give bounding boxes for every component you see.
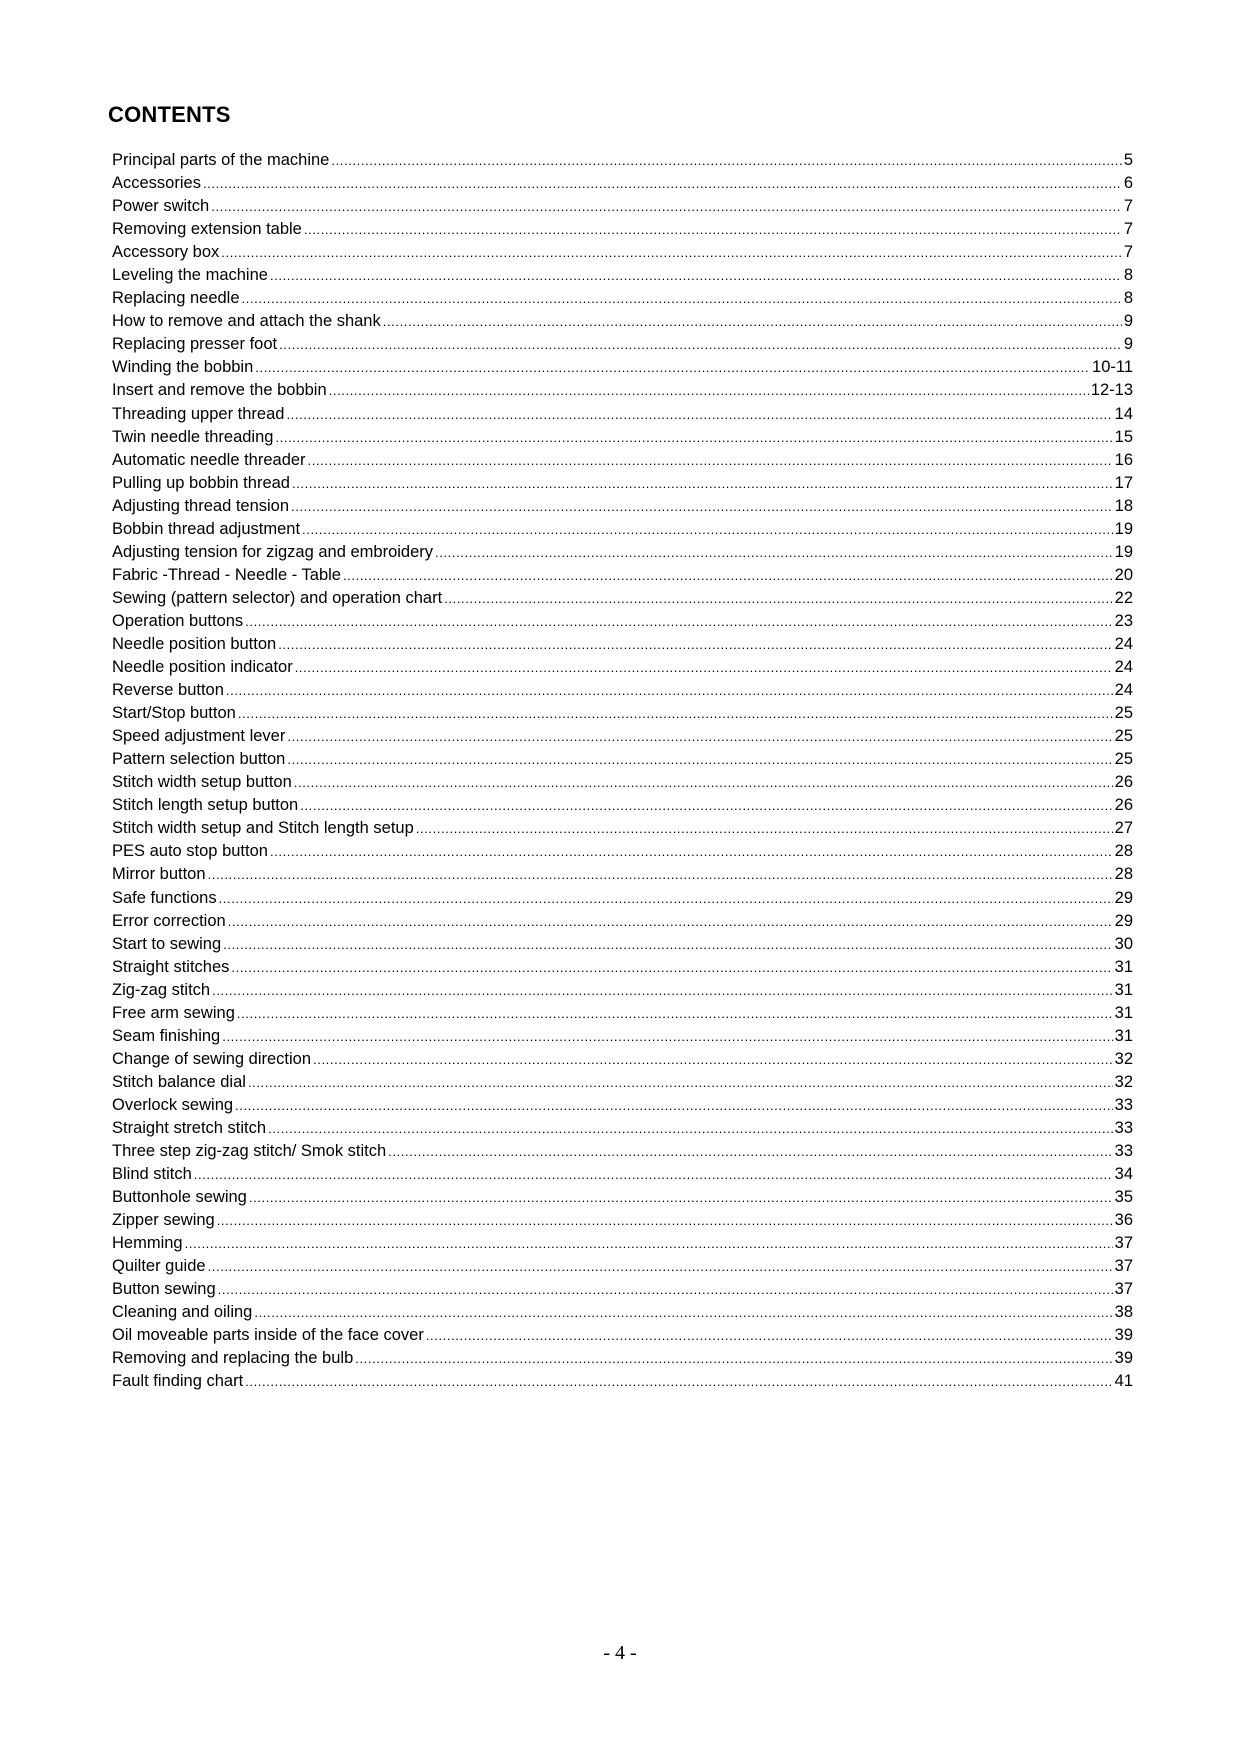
dot-leader	[426, 1324, 1113, 1347]
toc-entry	[112, 1163, 1133, 1186]
toc-entry-label: Winding the bobbin	[112, 358, 254, 377]
toc-entry-label: Needle position indicator	[112, 658, 293, 677]
toc-entry	[112, 1071, 1133, 1094]
dot-leader	[212, 979, 1113, 1002]
toc-entry-page: 9	[1123, 312, 1133, 331]
dot-leader	[231, 956, 1112, 979]
toc-entry	[112, 1048, 1133, 1071]
toc-entry	[112, 1025, 1133, 1048]
dot-leader	[270, 840, 1113, 863]
dot-leader	[238, 702, 1113, 725]
toc-entry	[112, 264, 1133, 287]
toc-entry	[112, 379, 1133, 402]
toc-entry	[112, 1186, 1133, 1209]
toc-entry-page: 16	[1114, 450, 1133, 469]
toc-entry-page: 36	[1114, 1211, 1133, 1230]
toc-entry-label: Automatic needle threader	[112, 450, 306, 469]
dot-leader	[388, 1140, 1112, 1163]
dot-leader	[228, 910, 1113, 933]
toc-entry	[112, 564, 1133, 587]
dot-leader	[416, 817, 1113, 840]
toc-entry	[112, 356, 1133, 379]
toc-entry-label: Leveling the machine	[112, 266, 268, 285]
toc-entry	[112, 910, 1133, 933]
toc-entry	[112, 472, 1133, 495]
toc-entry-page: 31	[1114, 1026, 1133, 1045]
toc-entry	[112, 1209, 1133, 1232]
toc-entry-page: 24	[1114, 681, 1133, 700]
toc-entry	[112, 333, 1133, 356]
toc-entry-label: Blind stitch	[112, 1165, 192, 1184]
toc-entry-label: Sewing (pattern selector) and operation chart	[112, 588, 443, 607]
toc-entry-label: Bobbin thread adjustment	[112, 519, 301, 538]
dot-leader	[222, 1025, 1112, 1048]
toc-entry-page: 28	[1114, 842, 1133, 861]
dot-leader	[208, 863, 1113, 886]
dot-leader	[343, 564, 1113, 587]
dot-leader	[292, 472, 1113, 495]
toc-entry-label: Fault finding chart	[112, 1372, 244, 1391]
toc-entry-page: 25	[1114, 750, 1133, 769]
toc-entry-page: 33	[1114, 1095, 1133, 1114]
dot-leader	[219, 887, 1113, 910]
toc-entry-label: Safe functions	[112, 888, 217, 907]
dot-leader	[291, 495, 1113, 518]
toc-entry	[112, 1347, 1133, 1370]
toc-entry	[112, 979, 1133, 1002]
toc-entry-label: Seam finishing	[112, 1026, 221, 1045]
toc-entry	[112, 863, 1133, 886]
toc-entry-label: Accessory box	[112, 243, 220, 262]
dot-leader	[355, 1347, 1112, 1370]
dot-leader	[235, 1094, 1113, 1117]
toc-entry-page: 24	[1114, 634, 1133, 653]
toc-entry-label: PES auto stop button	[112, 842, 268, 861]
toc-entry-page: 22	[1114, 588, 1133, 607]
toc-entry-label: Free arm sewing	[112, 1003, 235, 1022]
toc-entry	[112, 840, 1133, 863]
toc-entry-page: 17	[1114, 473, 1133, 492]
dot-leader	[249, 1186, 1113, 1209]
toc-entry-page: 34	[1114, 1165, 1133, 1184]
toc-entry-page: 15	[1114, 427, 1133, 446]
dot-leader	[248, 1071, 1113, 1094]
toc-entry-label: Zipper sewing	[112, 1211, 215, 1230]
toc-entry	[112, 1140, 1133, 1163]
toc-entry	[112, 633, 1133, 656]
toc-entry-page: 38	[1114, 1303, 1133, 1322]
toc-entry-label: Replacing needle	[112, 289, 240, 308]
toc-entry-page: 37	[1114, 1234, 1133, 1253]
toc-entry	[112, 518, 1133, 541]
toc-entry	[112, 195, 1133, 218]
toc-entry-label: Button sewing	[112, 1280, 216, 1299]
toc-entry-label: Start/Stop button	[112, 704, 236, 723]
toc-entry-label: Insert and remove the bobbin	[112, 381, 327, 400]
toc-entry-page: 33	[1114, 1142, 1133, 1161]
toc-entry-label: Stitch balance dial	[112, 1072, 246, 1091]
toc-entry	[112, 679, 1133, 702]
page-number: - 4 -	[603, 1642, 637, 1664]
toc-entry	[112, 449, 1133, 472]
toc-entry	[112, 403, 1133, 426]
toc-entry	[112, 656, 1133, 679]
dot-leader	[278, 633, 1112, 656]
dot-leader	[383, 310, 1122, 333]
toc-entry-page: 25	[1114, 727, 1133, 746]
toc-entry	[112, 794, 1133, 817]
dot-leader	[313, 1048, 1113, 1071]
toc-entry	[112, 1255, 1133, 1278]
toc-entry-page: 19	[1114, 519, 1133, 538]
dot-leader	[245, 1370, 1112, 1393]
toc-entry-page: 26	[1114, 773, 1133, 792]
toc-entry-page: 37	[1114, 1257, 1133, 1276]
dot-leader	[279, 333, 1122, 356]
dot-leader	[242, 287, 1122, 310]
toc-entry-page: 35	[1114, 1188, 1133, 1207]
toc-entry-page: 41	[1114, 1372, 1133, 1391]
toc-entry-page: 19	[1114, 542, 1133, 561]
toc-entry-page: 39	[1114, 1349, 1133, 1368]
dot-leader	[435, 541, 1113, 564]
toc-entry	[112, 1278, 1133, 1301]
toc-entry-label: Stitch width setup and Stitch length setup	[112, 819, 414, 838]
dot-leader	[185, 1232, 1113, 1255]
toc-entry	[112, 1094, 1133, 1117]
dot-leader	[275, 426, 1112, 449]
toc-entry	[112, 956, 1133, 979]
toc-entry-page: 7	[1123, 197, 1133, 216]
toc-entry-page: 18	[1114, 496, 1133, 515]
toc-entry-page: 31	[1114, 1003, 1133, 1022]
dot-leader	[218, 1278, 1113, 1301]
toc-entry-label: Buttonhole sewing	[112, 1188, 247, 1207]
toc-entry	[112, 172, 1133, 195]
toc-entry-label: Adjusting tension for zigzag and embroidery	[112, 542, 434, 561]
toc-entry	[112, 1324, 1133, 1347]
toc-entry-label: Straight stretch stitch	[112, 1118, 267, 1137]
dot-leader	[211, 195, 1122, 218]
toc-entry	[112, 817, 1133, 840]
toc-entry-page: 14	[1114, 404, 1133, 423]
toc-entry-page: 32	[1114, 1072, 1133, 1091]
dot-leader	[203, 172, 1122, 195]
toc-entry	[112, 1117, 1133, 1140]
toc-entry-page: 7	[1123, 243, 1133, 262]
toc-entry	[112, 610, 1133, 633]
toc-entry-label: Threading upper thread	[112, 404, 285, 423]
toc-entry	[112, 310, 1133, 333]
dot-leader	[329, 379, 1089, 402]
toc-entry-label: Principal parts of the machine	[112, 151, 330, 169]
dot-leader	[287, 748, 1112, 771]
toc-entry-label: Accessories	[112, 174, 201, 193]
toc-entry	[112, 1370, 1133, 1393]
toc-entry-page: 29	[1114, 888, 1133, 907]
toc-entry-page: 28	[1114, 865, 1133, 884]
toc-entry-label: Cleaning and oiling	[112, 1303, 253, 1322]
toc-entry-label: Stitch length setup button	[112, 796, 299, 815]
toc-entry-page: 31	[1114, 957, 1133, 976]
toc-entry-page: 29	[1114, 911, 1133, 930]
toc-entry-label: Oil moveable parts inside of the face cover	[112, 1326, 424, 1345]
dot-leader	[217, 1209, 1113, 1232]
toc-entry	[112, 587, 1133, 610]
toc-entry	[112, 771, 1133, 794]
toc-entry	[112, 1301, 1133, 1324]
toc-entry-label: Needle position button	[112, 634, 277, 653]
dot-leader	[300, 794, 1112, 817]
toc-entry-page: 31	[1114, 980, 1133, 999]
toc-entry-label: Removing and replacing the bulb	[112, 1349, 354, 1368]
toc-entry-label: Quilter guide	[112, 1257, 206, 1276]
dot-leader	[208, 1255, 1113, 1278]
toc-entry-label: Operation buttons	[112, 611, 244, 630]
dot-leader	[294, 771, 1113, 794]
toc-entry-label: Replacing presser foot	[112, 335, 278, 354]
toc-entry	[112, 748, 1133, 771]
toc-entry-label: Removing extension table	[112, 220, 302, 239]
toc-entry-page: 32	[1114, 1049, 1133, 1068]
toc-entry-page: 9	[1123, 335, 1133, 354]
dot-leader	[287, 725, 1112, 748]
toc-entry	[112, 933, 1133, 956]
toc-entry-label: Power switch	[112, 197, 210, 216]
toc-entry-page: 7	[1123, 220, 1133, 239]
toc-entry-label: Mirror button	[112, 865, 206, 884]
toc-entry-label: How to remove and attach the shank	[112, 312, 381, 331]
dot-leader	[331, 149, 1121, 172]
toc-entry	[112, 1232, 1133, 1255]
dot-leader	[295, 656, 1113, 679]
dot-leader	[308, 449, 1113, 472]
toc-entry-label: Overlock sewing	[112, 1095, 234, 1114]
toc-entry-page: 23	[1114, 611, 1133, 630]
toc-entry	[112, 1002, 1133, 1025]
toc-entry-page: 10-11	[1092, 358, 1133, 377]
dot-leader	[223, 933, 1113, 956]
toc-entry-page: 24	[1114, 658, 1133, 677]
toc-entry-label: Pattern selection button	[112, 750, 286, 769]
toc-entry	[112, 495, 1133, 518]
dot-leader	[194, 1163, 1113, 1186]
toc-entry-page: 6	[1123, 174, 1133, 193]
toc-entry-label: Start to sewing	[112, 934, 222, 953]
dot-leader	[255, 356, 1090, 379]
dot-leader	[304, 218, 1122, 241]
toc-entry-page: 27	[1114, 819, 1133, 838]
toc-entry-page: 33	[1114, 1118, 1133, 1137]
toc-entry	[112, 287, 1133, 310]
dot-leader	[302, 518, 1113, 541]
toc-entry-label: Three step zig-zag stitch/ Smok stitch	[112, 1142, 387, 1161]
dot-leader	[286, 403, 1112, 426]
toc-entry-label: Twin needle threading	[112, 427, 274, 446]
dot-leader	[237, 1002, 1113, 1025]
toc-entry	[112, 149, 1133, 172]
toc-entry-label: Straight stitches	[112, 957, 230, 976]
toc-entry-label: Fabric -Thread - Needle - Table	[112, 565, 341, 584]
toc-entry	[112, 702, 1133, 725]
table-of-contents	[112, 149, 1133, 1394]
dot-leader	[226, 679, 1113, 702]
dot-leader	[444, 587, 1112, 610]
toc-entry-page: 12-13	[1090, 381, 1133, 400]
toc-entry-page: 8	[1123, 266, 1133, 285]
toc-entry-label: Adjusting thread tension	[112, 496, 290, 515]
toc-entry	[112, 426, 1133, 449]
toc-entry-label: Pulling up bobbin thread	[112, 473, 290, 492]
toc-entry-label: Speed adjustment lever	[112, 727, 286, 746]
dot-leader	[254, 1301, 1112, 1324]
dot-leader	[268, 1117, 1113, 1140]
toc-entry-label: Reverse button	[112, 681, 224, 700]
toc-entry-page: 5	[1123, 151, 1133, 169]
toc-entry	[112, 887, 1133, 910]
toc-entry-page: 20	[1114, 565, 1133, 584]
toc-entry-page: 37	[1114, 1280, 1133, 1299]
page-title: CONTENTS	[108, 102, 231, 127]
toc-entry	[112, 241, 1133, 264]
toc-entry-page: 39	[1114, 1326, 1133, 1345]
toc-entry-page: 26	[1114, 796, 1133, 815]
toc-entry	[112, 725, 1133, 748]
toc-entry-label: Error correction	[112, 911, 226, 930]
toc-entry-label: Hemming	[112, 1234, 183, 1253]
toc-entry-label: Change of sewing direction	[112, 1049, 312, 1068]
toc-entry	[112, 541, 1133, 564]
dot-leader	[245, 610, 1112, 633]
toc-entry-label: Zig-zag stitch	[112, 980, 211, 999]
toc-entry-label: Stitch width setup button	[112, 773, 292, 792]
toc-entry-page: 30	[1114, 934, 1133, 953]
toc-entry	[112, 218, 1133, 241]
dot-leader	[221, 241, 1122, 264]
toc-entry-page: 25	[1114, 704, 1133, 723]
toc-entry-page: 8	[1123, 289, 1133, 308]
dot-leader	[270, 264, 1122, 287]
